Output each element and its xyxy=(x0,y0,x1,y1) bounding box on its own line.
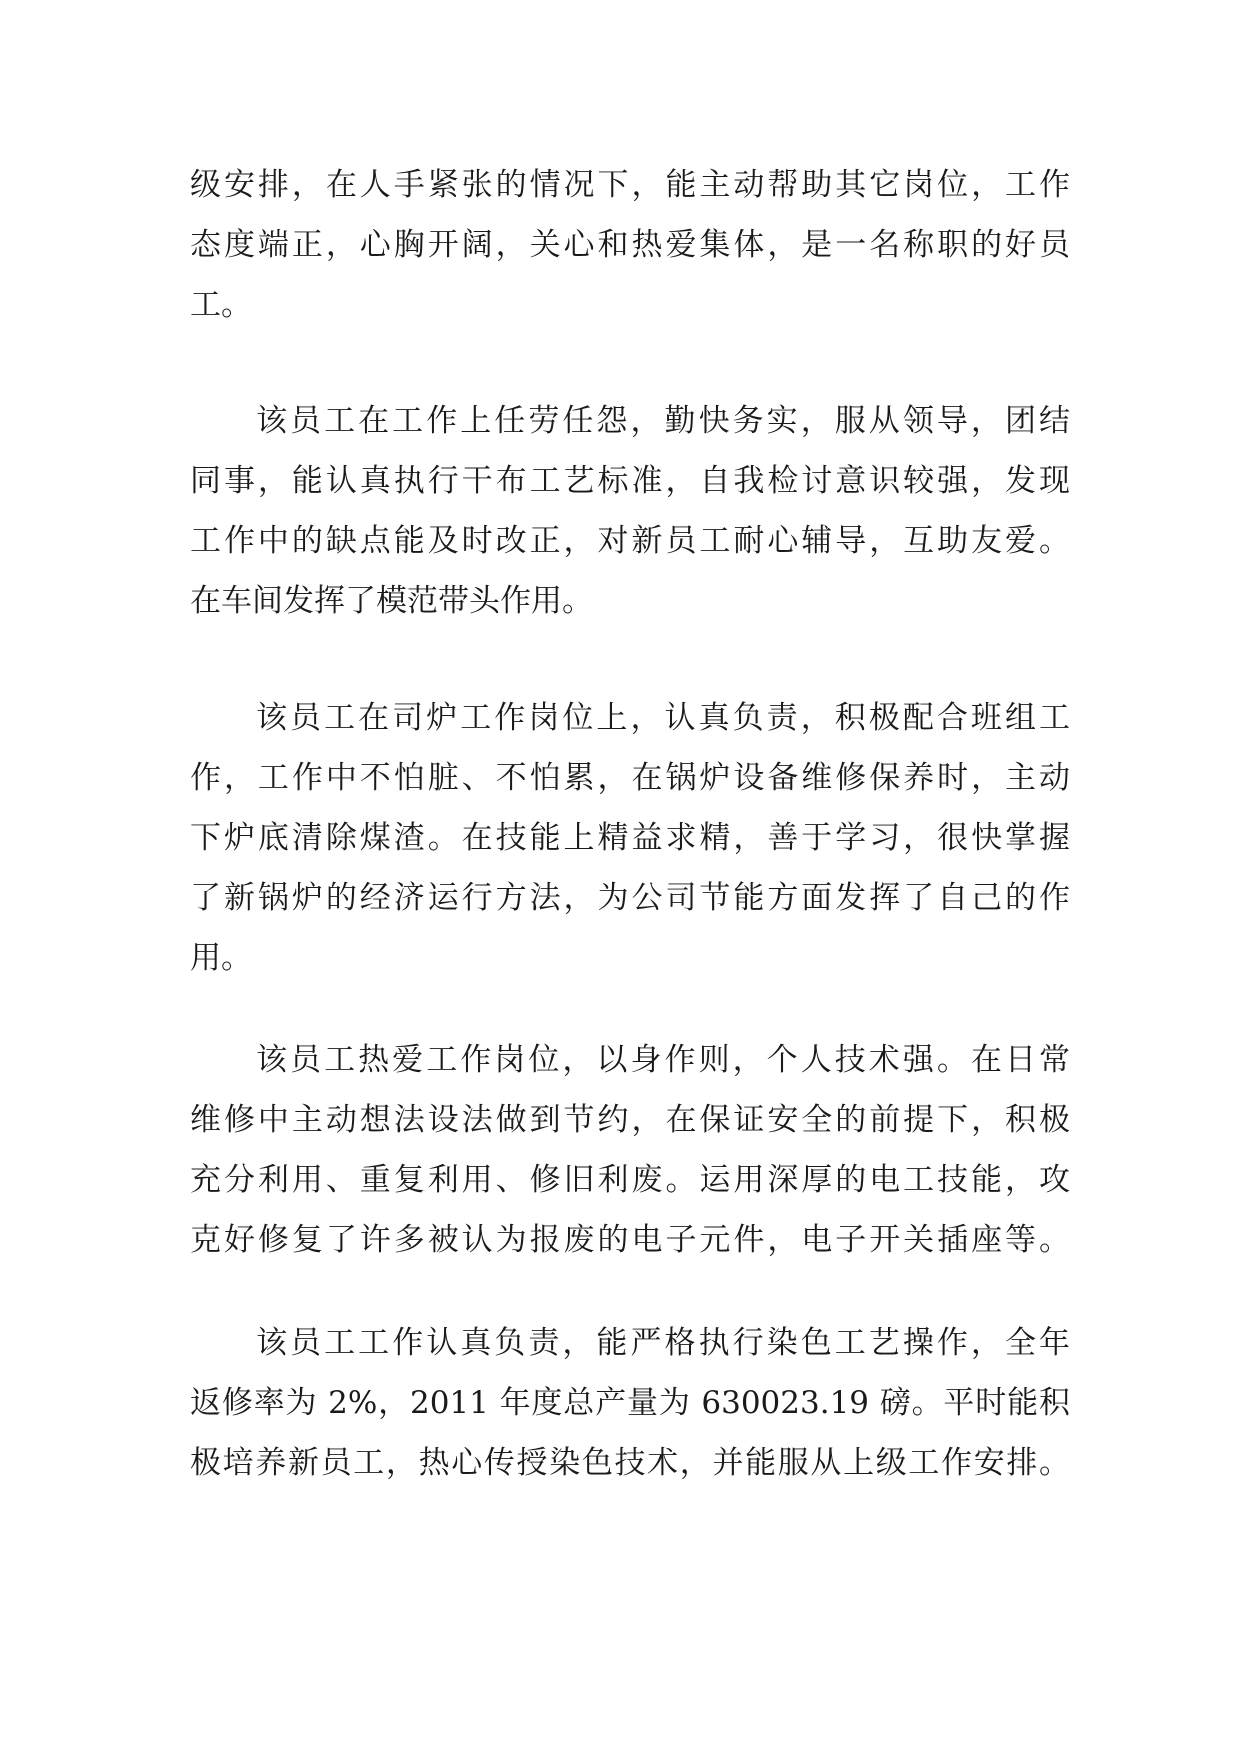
paragraph-1 xyxy=(190,155,1070,335)
paragraph-line: 同事，能认真执行干布工艺标准，自我检讨意识较强，发现 xyxy=(190,463,1070,499)
paragraph-line: 维修中主动想法设法做到节约，在保证安全的前提下，积极 xyxy=(190,1102,1070,1138)
paragraph-3 xyxy=(190,688,1070,988)
paragraph-line: 该员工在工作上任劳任怨，勤快务实，服从领导，团结 xyxy=(256,403,1070,439)
paragraph-line: 该员工在司炉工作岗位上，认真负责，积极配合班组工 xyxy=(256,700,1070,736)
paragraph-line: 极培养新员工，热心传授染色技术，并能服从上级工作安排。 xyxy=(190,1445,1070,1481)
paragraph-line: 充分利用、重复利用、修旧利废。运用深厚的电工技能，攻 xyxy=(190,1162,1070,1198)
paragraph-line: 在车间发挥了模范带头作用。 xyxy=(190,583,593,619)
paragraph-line: 工作中的缺点能及时改正，对新员工耐心辅导，互助友爱。 xyxy=(190,523,1070,559)
paragraph-line: 返修率为 2%，2011 年度总产量为 630023.19 磅。平时能积 xyxy=(190,1385,1070,1421)
paragraph-line: 作，工作中不怕脏、不怕累，在锅炉设备维修保养时，主动 xyxy=(190,760,1070,796)
paragraph-line: 克好修复了许多被认为报废的电子元件，电子开关插座等。 xyxy=(190,1222,1070,1258)
paragraph-5 xyxy=(190,1313,1070,1493)
paragraph-line: 态度端正，心胸开阔，关心和热爱集体，是一名称职的好员 xyxy=(190,227,1070,263)
paragraph-line: 用。 xyxy=(190,940,252,976)
paragraph-4 xyxy=(190,1030,1070,1270)
paragraph-line: 该员工热爱工作岗位，以身作则，个人技术强。在日常 xyxy=(256,1042,1070,1078)
paragraph-line: 工。 xyxy=(190,287,252,323)
paragraph-line: 该员工工作认真负责，能严格执行染色工艺操作，全年 xyxy=(256,1325,1070,1361)
paragraph-line: 了新锅炉的经济运行方法，为公司节能方面发挥了自己的作 xyxy=(190,880,1070,916)
paragraph-line: 级安排，在人手紧张的情况下，能主动帮助其它岗位，工作 xyxy=(190,167,1070,203)
paragraph-line: 下炉底清除煤渣。在技能上精益求精，善于学习，很快掌握 xyxy=(190,820,1070,856)
paragraph-2 xyxy=(190,391,1070,631)
